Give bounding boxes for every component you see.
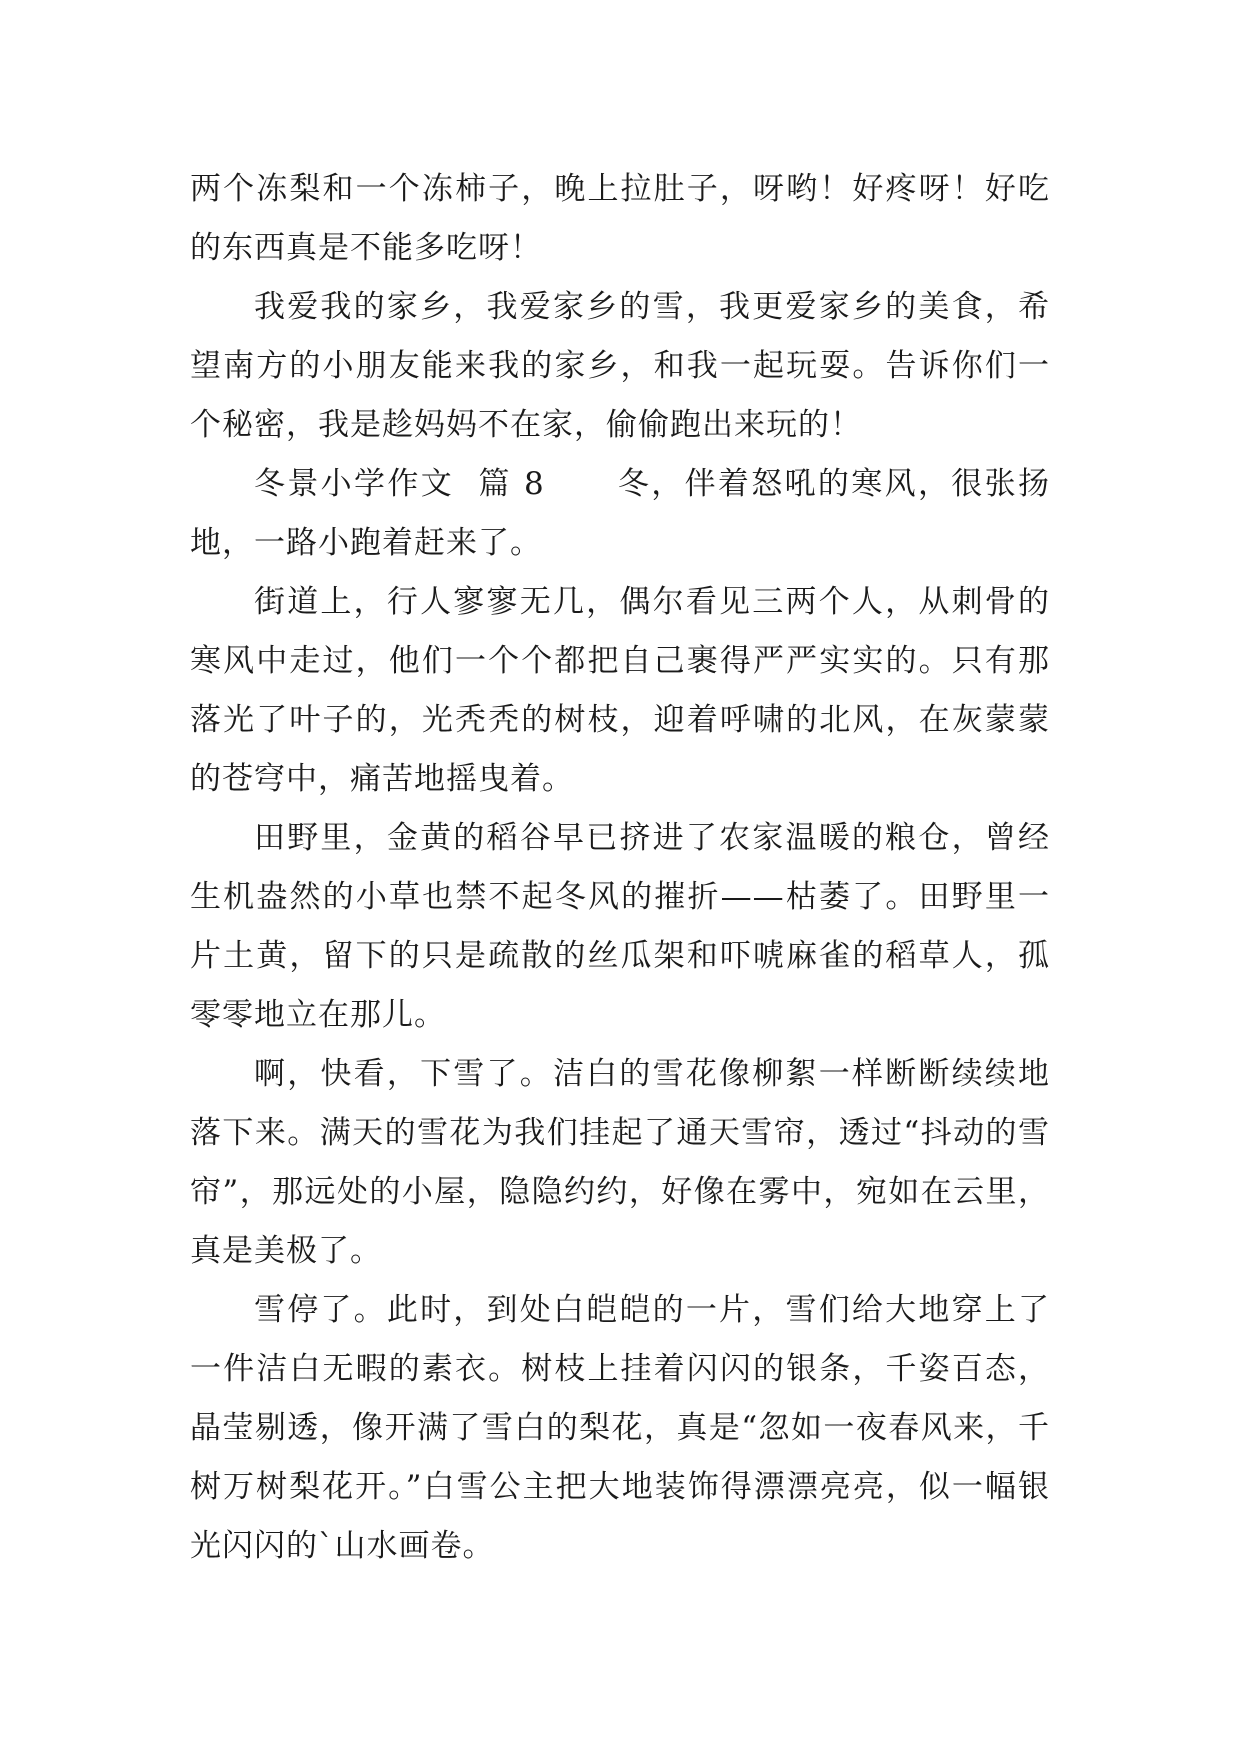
paragraph-4: 街道上，行人寥寥无几，偶尔看见三两个人，从刺骨的寒风中走过，他们一个个都把自己裹得严严实实的。只有那落光了叶子的，光秃秃的树枝，迎着呼啸的北风，在灰蒙蒙的苍穹中，痛苦地摇曳着。 (190, 584, 1050, 797)
paragraph-1: 两个冻梨和一个冻柿子，晚上拉肚子，呀哟！好疼呀！好吃的东西真是不能多吃呀！ (190, 171, 1050, 266)
paragraph-3: 冬景小学作文 篇 8 冬，伴着怒吼的寒风，很张扬地，一路小跑着赶来了。 (190, 466, 1050, 561)
paragraph-5: 田野里，金黄的稻谷早已挤进了农家温暖的粮仓，曾经生机盎然的小草也禁不起冬风的摧折——枯萎了。田野里一片土黄，留下的只是疏散的丝瓜架和吓唬麻雀的稻草人，孤零零地立在那儿。 (190, 820, 1050, 1033)
paragraph-7: 雪停了。此时，到处白皑皑的一片，雪们给大地穿上了一件洁白无暇的素衣。树枝上挂着闪闪的银条，千姿百态，晶莹剔透，像开满了雪白的梨花，真是“忽如一夜春风来，千树万树梨花开。”白雪公主把大地装饰得漂漂亮亮，似一幅银光闪闪的`山水画卷。 (190, 1292, 1050, 1564)
article-body (190, 160, 1050, 1576)
paragraph-2: 我爱我的家乡，我爱家乡的雪，我更爱家乡的美食，希望南方的小朋友能来我的家乡，和我一起玩耍。告诉你们一个秘密，我是趁妈妈不在家，偷偷跑出来玩的！ (190, 289, 1050, 443)
paragraph-6: 啊，快看，下雪了。洁白的雪花像柳絮一样断断续续地落下来。满天的雪花为我们挂起了通天雪帘，透过“抖动的雪帘”，那远处的小屋，隐隐约约，好像在雾中，宛如在云里，真是美极了。 (190, 1056, 1050, 1269)
